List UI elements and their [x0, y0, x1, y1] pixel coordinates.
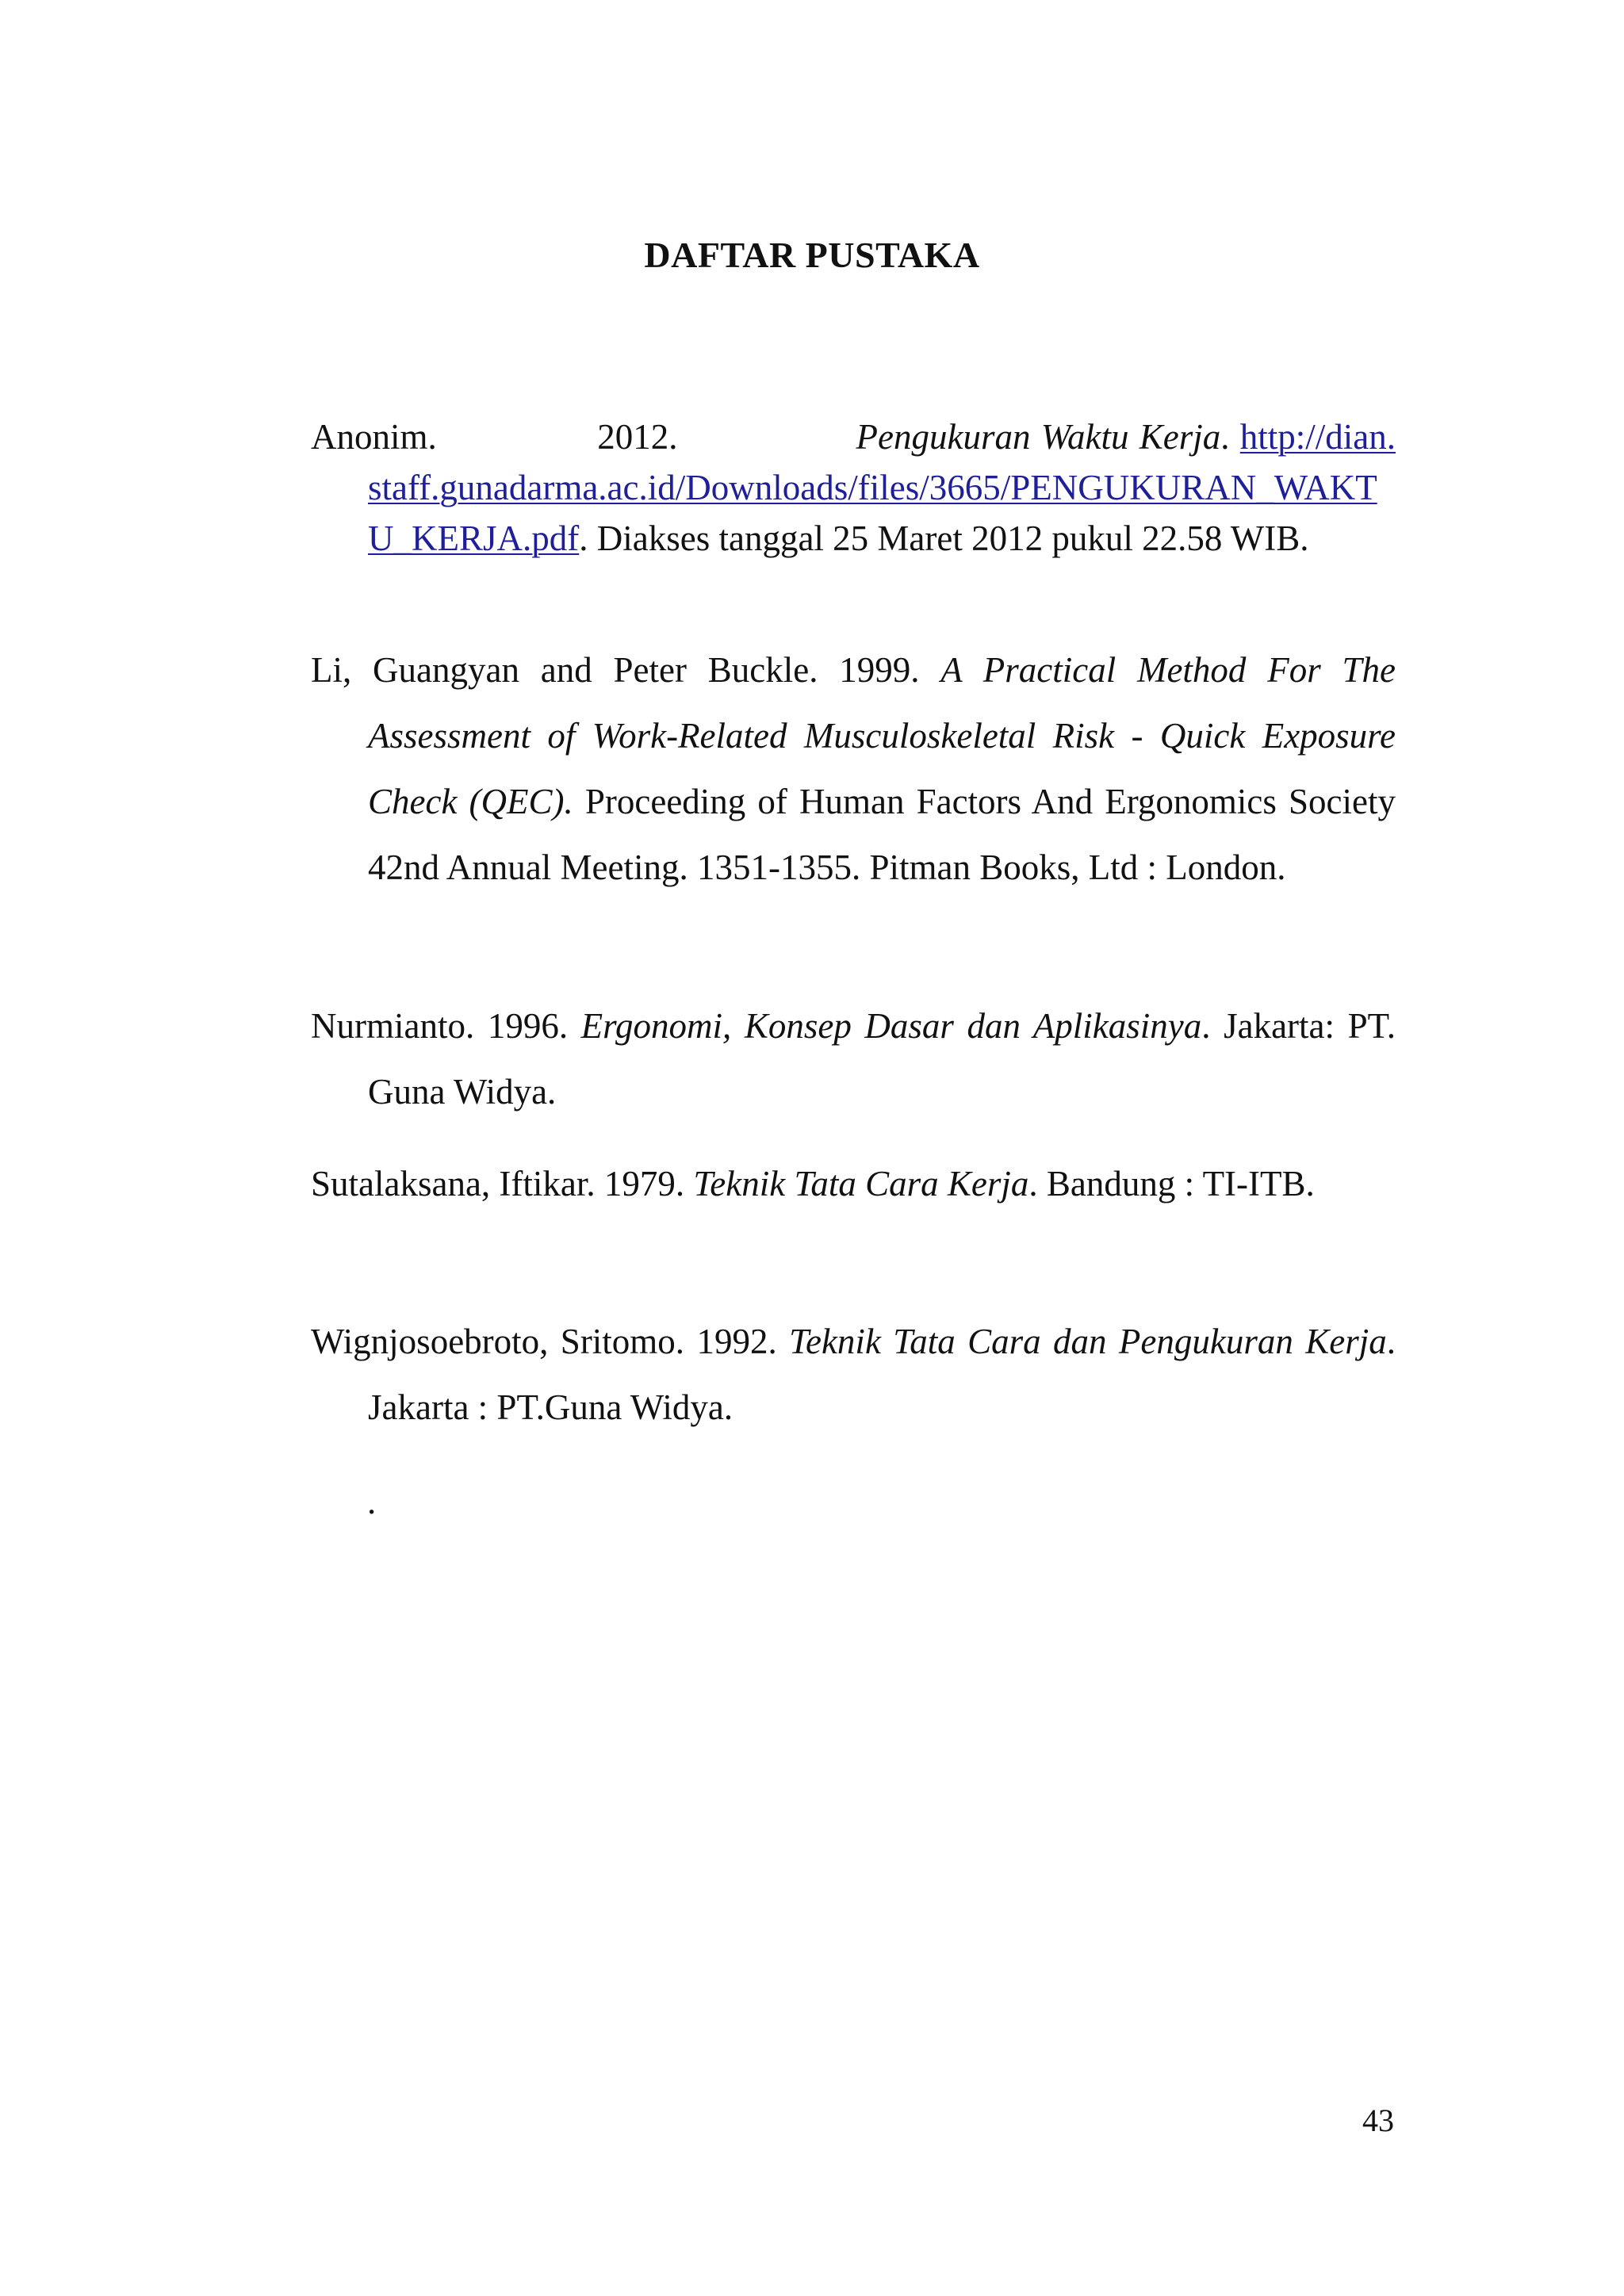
reference-entry-sutalaksana — [311, 1151, 1396, 1217]
reference-entry-nurmianto — [311, 993, 1396, 1125]
reference-rest: Proceeding of Human Factors And Ergonomics Society 42nd Annual Meeting. 1351-1355. Pitman Books, Ltd : London. — [368, 782, 1396, 887]
page-title-container — [0, 232, 1624, 279]
reference-author: Anonim. — [311, 417, 437, 457]
reference-title-period: . — [1220, 417, 1230, 457]
reference-rest: . Bandung : TI-ITB. — [1028, 1164, 1315, 1203]
reference-entry-li — [311, 637, 1396, 901]
trailing-period: . — [367, 1482, 377, 1521]
reference-title: A Practical Method For The Assessment of Work-Related Musculoskeletal Risk - Quick Exposure Check (QEC). — [368, 650, 1396, 821]
reference-author: Li, Guangyan and Peter Buckle. — [311, 650, 818, 690]
reference-title: Teknik Tata Cara Kerja — [693, 1164, 1029, 1203]
reference-author: Wignjosoebroto, Sritomo. — [311, 1322, 685, 1361]
reference-title: Pengukuran Waktu Kerja — [856, 417, 1221, 457]
reference-rest: . Jakarta : PT.Guna Widya. — [368, 1322, 1396, 1427]
reference-rest: . Diakses tanggal 25 Maret 2012 pukul 22.58 WIB. — [579, 519, 1309, 558]
reference-rest: . Jakarta: PT. Guna Widya. — [368, 1006, 1396, 1112]
reference-year: 1979. — [603, 1164, 685, 1203]
reference-year: 2012. — [597, 417, 678, 457]
reference-title: Ergonomi, Konsep Dasar dan Aplikasinya — [580, 1006, 1202, 1046]
page-number: 43 — [1362, 2103, 1394, 2138]
reference-year: 1992. — [696, 1322, 777, 1361]
reference-year: 1996. — [487, 1006, 569, 1046]
reference-year: 1999. — [839, 650, 920, 690]
reference-author: Sutalaksana, Iftikar. — [311, 1164, 596, 1203]
page-title: DAFTAR PUSTAKA — [644, 235, 980, 275]
reference-entry-wignjosoebroto — [311, 1309, 1396, 1441]
reference-entry-anonim — [311, 411, 1396, 564]
reference-author: Nurmianto. — [311, 1006, 475, 1046]
reference-link[interactable]: http://dian.staff.gunadarma.ac.id/Downloads/files/3665/PENGUKURAN_WAKTU_KERJA.pdf — [368, 417, 1396, 558]
reference-title: Teknik Tata Cara dan Pengukuran Kerja — [789, 1322, 1387, 1361]
